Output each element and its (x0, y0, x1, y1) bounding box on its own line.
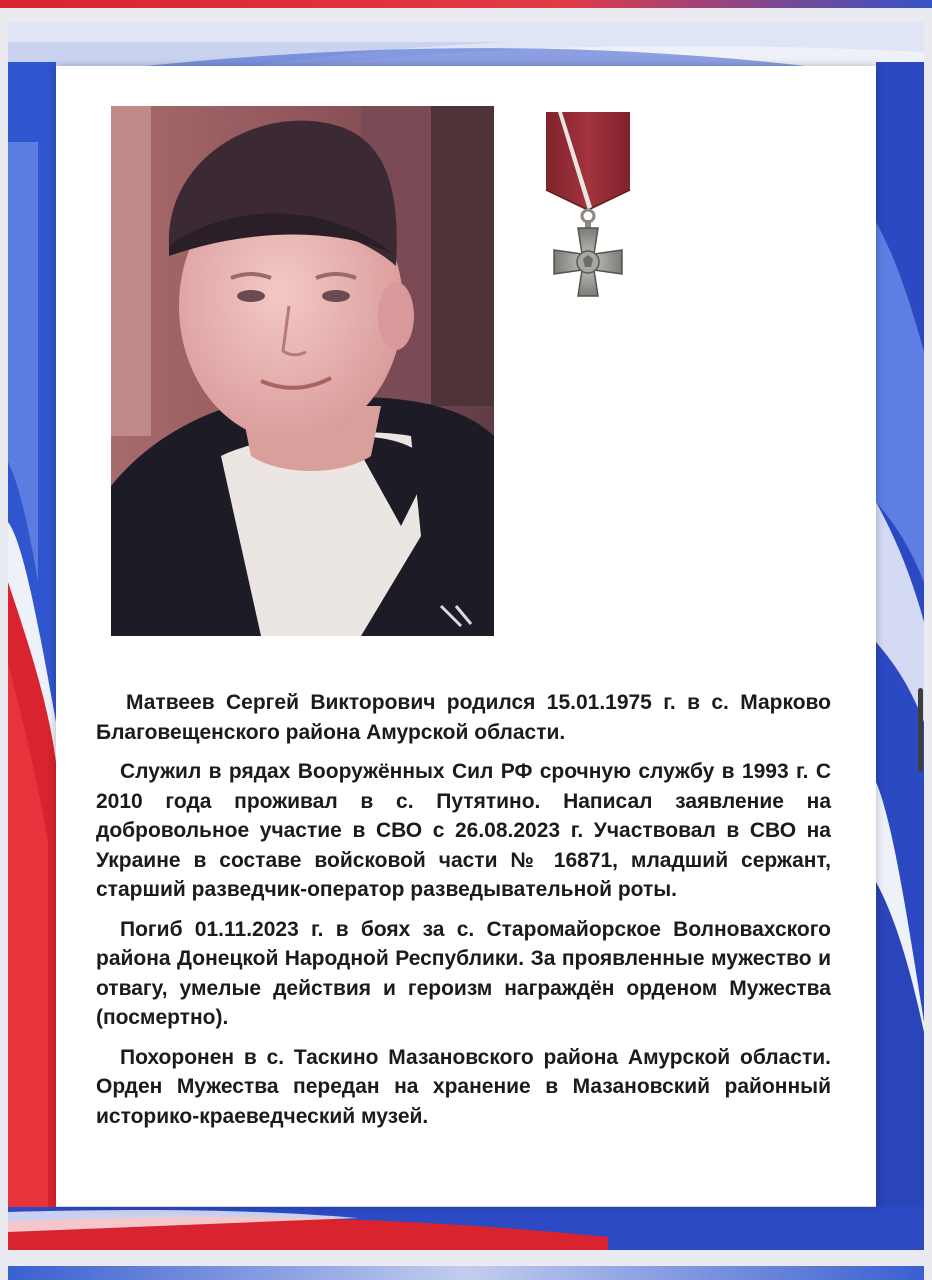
biography-text (96, 688, 831, 1141)
content-sheet (56, 66, 876, 1206)
bio-paragraph-birth: Матвеев Сергей Викторович родился 15.01.1975 г. в с. Марково Благовещенского района Амурской области. (96, 691, 831, 744)
memorial-poster (8, 22, 924, 1250)
portrait-photo (111, 106, 494, 636)
bio-paragraph-burial: Похоронен в с. Таскино Мазановского района Амурской области. Орден Мужества передан на хранение в Мазановский районный историко-краеведческий музей. (96, 1045, 831, 1128)
bio-paragraph-service: Служил в рядах Вооружённых Сил РФ срочную службу в 1993 г. С 2010 года проживал в с. Путятино. Написал заявление на добровольное участие в СВО с 26.08.2023 г. Участвовал в СВО на Украине в составе войсковой части № 16871, младший сержант, старший разведчик-оператор разведывательной роты. (96, 760, 831, 901)
order-of-courage-medal (536, 112, 640, 310)
next-page-edge (8, 1266, 924, 1280)
previous-page-edge (0, 0, 932, 8)
bio-paragraph-death: Погиб 01.11.2023 г. в боях за с. Старомайорское Волновахского района Донецкой Народной Республики. За проявленные мужество и отвагу, умелые действия и героизм награждён орденом Мужества (посмертно). (96, 917, 831, 1029)
scrollbar-thumb[interactable] (918, 688, 923, 772)
